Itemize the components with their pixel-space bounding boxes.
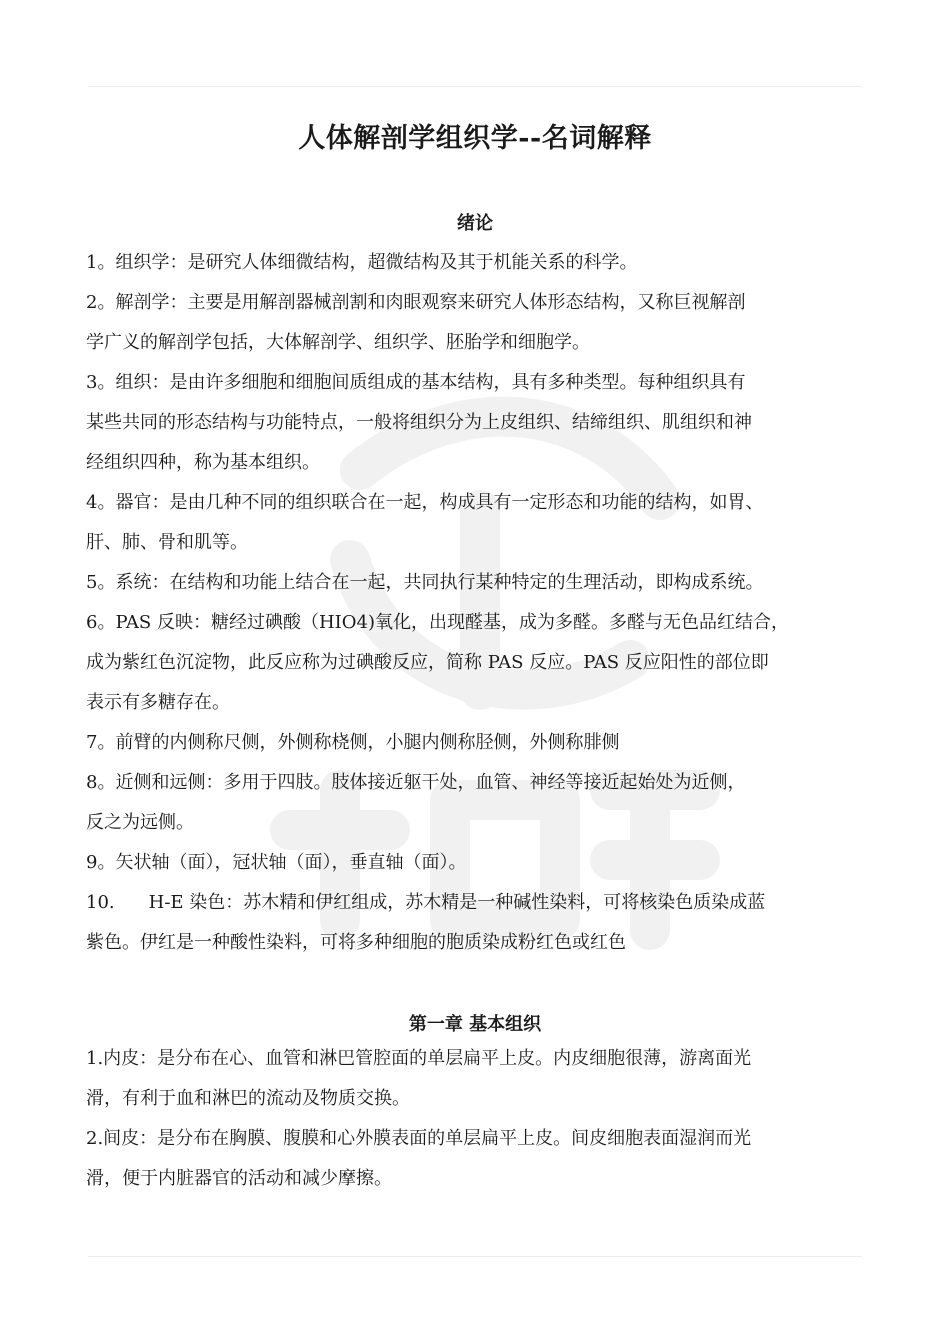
paragraph-line: 成为紫红色沉淀物，此反应称为过碘酸反应，简称 PAS 反应。PAS 反应阳性的部位即	[86, 652, 769, 673]
paragraph-line: 反之为远侧。	[86, 812, 194, 833]
section-heading-intro: 绪论	[457, 213, 493, 234]
paragraph-line: 表示有多糖存在。	[86, 692, 230, 713]
paragraph-line: 肝、肺、骨和肌等。	[86, 532, 248, 553]
paragraph-line: 6。PAS 反映：糖经过碘酸（HIO4)氧化，出现醛基，成为多醛。多醛与无色品红结合，	[86, 612, 789, 633]
paragraph-line-item-10	[86, 894, 765, 912]
footer-rule	[88, 1256, 862, 1257]
item-number: 10.	[86, 892, 115, 913]
header-rule	[88, 86, 862, 87]
paragraph-line: 学广义的解剖学包括，大体解剖学、组织学、胚胎学和细胞学。	[86, 332, 590, 353]
paragraph-line: 2。解剖学：主要是用解剖器械剖割和肉眼观察来研究人体形态结构，又称巨视解剖	[86, 292, 746, 313]
paragraph-line: 滑，有利于血和淋巴的流动及物质交换。	[86, 1088, 410, 1109]
paragraph-line: 3。组织：是由许多细胞和细胞间质组成的基本结构，具有多种类型。每种组织具有	[86, 372, 746, 393]
paragraph-line: 紫色。伊红是一种酸性染料，可将多种细胞的胞质染成粉红色或红色	[86, 932, 626, 953]
paragraph-line: 1。组织学：是研究人体细微结构，超微结构及其于机能关系的科学。	[86, 252, 638, 273]
paragraph-line: 2.间皮：是分布在胸膜、腹膜和心外膜表面的单层扁平上皮。间皮细胞表面湿润而光	[86, 1128, 752, 1149]
paragraph-line: 滑，便于内脏器官的活动和减少摩擦。	[86, 1168, 392, 1189]
paragraph-line: 4。器官：是由几种不同的组织联合在一起，构成具有一定形态和功能的结构，如胃、	[86, 492, 764, 513]
paragraph-line: 8。近侧和远侧：多用于四肢。肢体接近躯干处，血管、神经等接近起始处为近侧，	[86, 772, 746, 793]
page-title: 人体解剖学组织学--名词解释	[298, 123, 652, 154]
item-text: H-E 染色：苏木精和伊红组成，苏木精是一种碱性染料，可将核染色质染成蓝	[148, 892, 766, 913]
paragraph-line: 1.内皮：是分布在心、血管和淋巴管腔面的单层扁平上皮。内皮细胞很薄，游离面光	[86, 1048, 752, 1069]
paragraph-line: 7。前臂的内侧称尺侧，外侧称桡侧，小腿内侧称胫侧，外侧称腓侧	[86, 732, 620, 753]
paragraph-line: 某些共同的形态结构与功能特点，一般将组织分为上皮组织、结缔组织、肌组织和神	[86, 412, 752, 433]
paragraph-line: 9。矢状轴（面），冠状轴（面），垂直轴（面）。	[86, 852, 467, 873]
section-heading-chapter-1: 第一章 基本组织	[408, 1014, 542, 1035]
paragraph-line: 经组织四种，称为基本组织。	[86, 452, 320, 473]
paragraph-line: 5。系统：在结构和功能上结合在一起，共同执行某种特定的生理活动，即构成系统。	[86, 572, 764, 593]
